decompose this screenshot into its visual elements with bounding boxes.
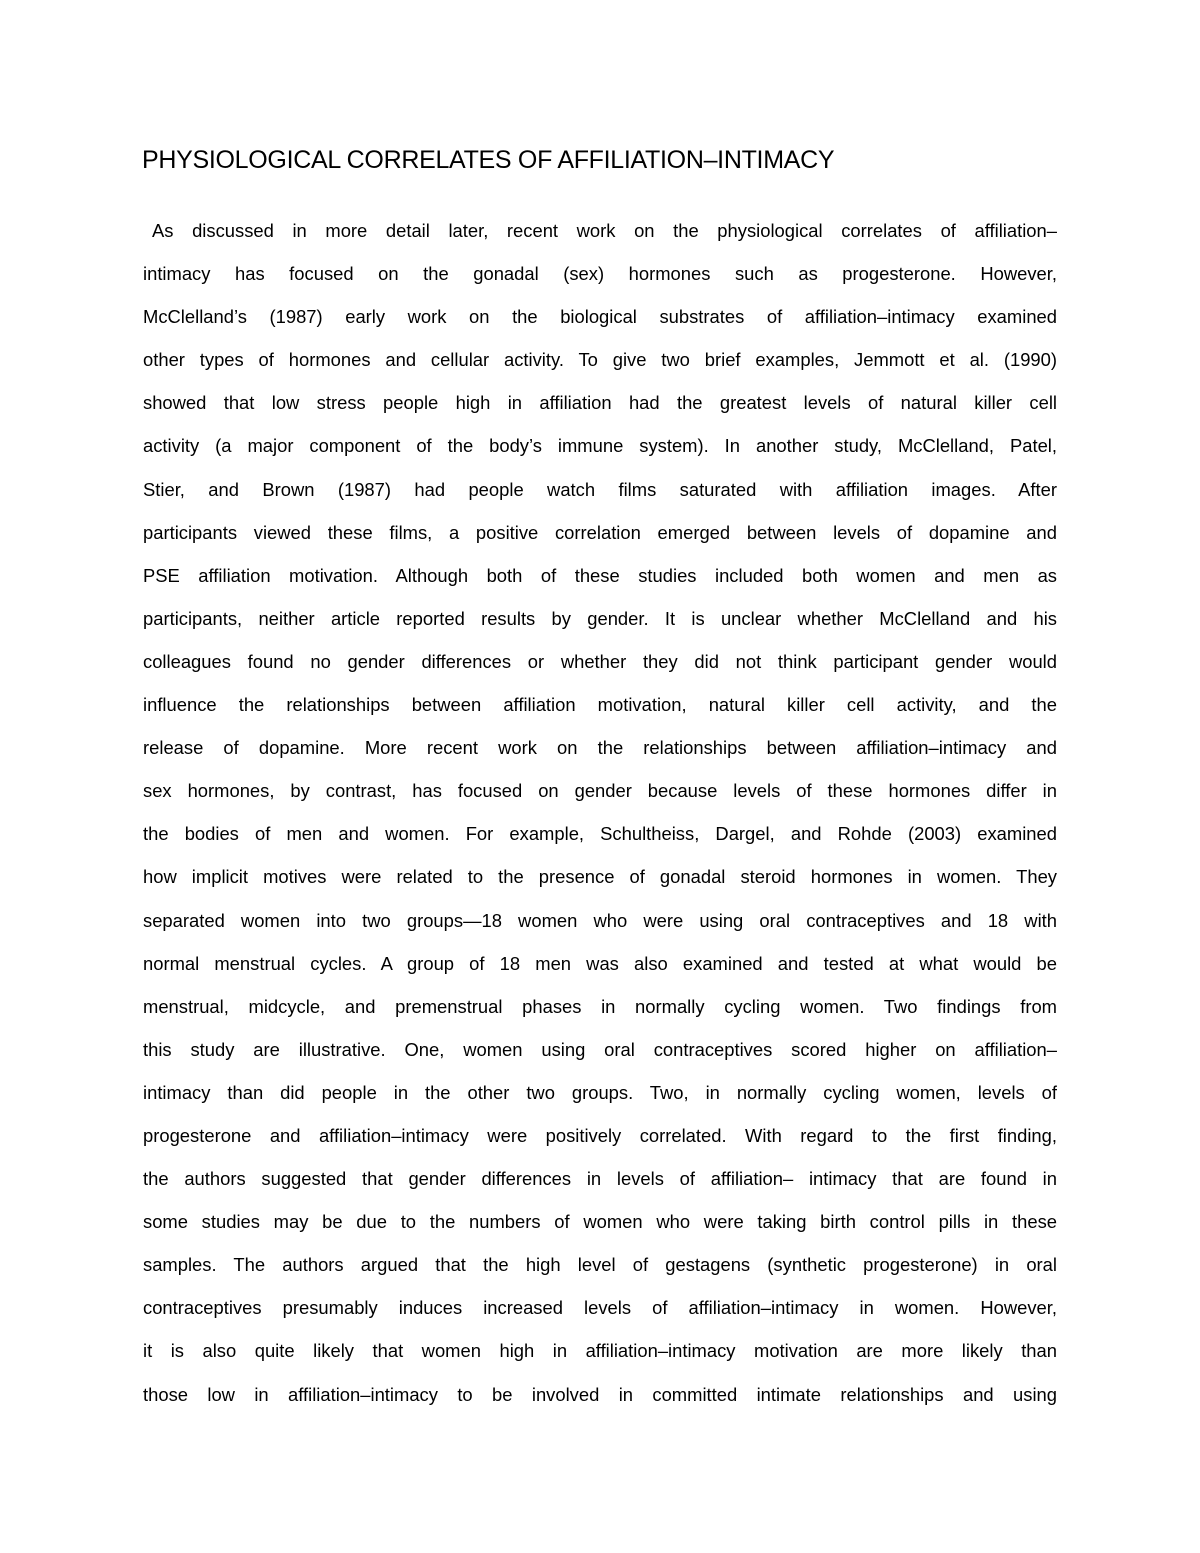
text-line: activity (a major component of the body’s immune system). In another study, McClelland, Patel,: [143, 435, 1057, 457]
text-line: release of dopamine. More recent work on the relationships between affiliation–intimacy and: [143, 737, 1057, 759]
text-line: participants viewed these films, a positive correlation emerged between levels of dopamine and: [143, 521, 1057, 543]
text-line: this study are illustrative. One, women using oral contraceptives scored higher on affiliation–: [143, 1038, 1057, 1060]
text-line: contraceptives presumably induces increased levels of affiliation–intimacy in women. However,: [143, 1297, 1057, 1319]
text-line: normal menstrual cycles. A group of 18 men was also examined and tested at what would be: [143, 952, 1057, 974]
document-title: PHYSIOLOGICAL CORRELATES OF AFFILIATION–INTIMACY: [142, 146, 835, 174]
text-line: participants, neither article reported results by gender. It is unclear whether McClelland and his: [143, 607, 1057, 629]
text-line: As discussed in more detail later, recent work on the physiological correlates of affiliation–: [152, 220, 1057, 241]
text-line: progesterone and affiliation–intimacy were positively correlated. With regard to the first finding,: [143, 1124, 1057, 1146]
text-line: menstrual, midcycle, and premenstrual phases in normally cycling women. Two findings from: [143, 995, 1057, 1017]
body-paragraph: [143, 215, 1057, 1422]
text-line: intimacy has focused on the gonadal (sex) hormones such as progesterone. However,: [143, 263, 1057, 285]
text-line: colleagues found no gender differences or whether they did not think participant gender would: [143, 650, 1057, 672]
text-line: how implicit motives were related to the presence of gonadal steroid hormones in women. They: [143, 866, 1057, 888]
text-line: Stier, and Brown (1987) had people watch films saturated with affiliation images. After: [143, 478, 1057, 500]
text-line: the authors suggested that gender differences in levels of affiliation– intimacy that are found in: [143, 1168, 1057, 1190]
text-line: it is also quite likely that women high in affiliation–intimacy motivation are more likely than: [143, 1340, 1057, 1362]
text-line: separated women into two groups—18 women who were using oral contraceptives and 18 with: [143, 909, 1057, 931]
text-line: influence the relationships between affiliation motivation, natural killer cell activity, and the: [143, 694, 1057, 716]
text-line: McClelland’s (1987) early work on the biological substrates of affiliation–intimacy examined: [143, 306, 1057, 328]
text-line: sex hormones, by contrast, has focused on gender because levels of these hormones differ in: [143, 780, 1057, 802]
text-line: the bodies of men and women. For example, Schultheiss, Dargel, and Rohde (2003) examined: [143, 823, 1057, 845]
text-line: showed that low stress people high in affiliation had the greatest levels of natural killer cell: [143, 392, 1057, 414]
text-line: intimacy than did people in the other two groups. Two, in normally cycling women, levels of: [143, 1081, 1057, 1103]
text-line: PSE affiliation motivation. Although both of these studies included both women and men as: [143, 564, 1057, 586]
text-line: those low in affiliation–intimacy to be involved in committed intimate relationships and using: [143, 1383, 1057, 1405]
text-line: other types of hormones and cellular activity. To give two brief examples, Jemmott et al. (1990): [143, 349, 1057, 371]
text-line: samples. The authors argued that the high level of gestagens (synthetic progesterone) in oral: [143, 1254, 1057, 1276]
text-line: some studies may be due to the numbers of women who were taking birth control pills in these: [143, 1211, 1057, 1233]
